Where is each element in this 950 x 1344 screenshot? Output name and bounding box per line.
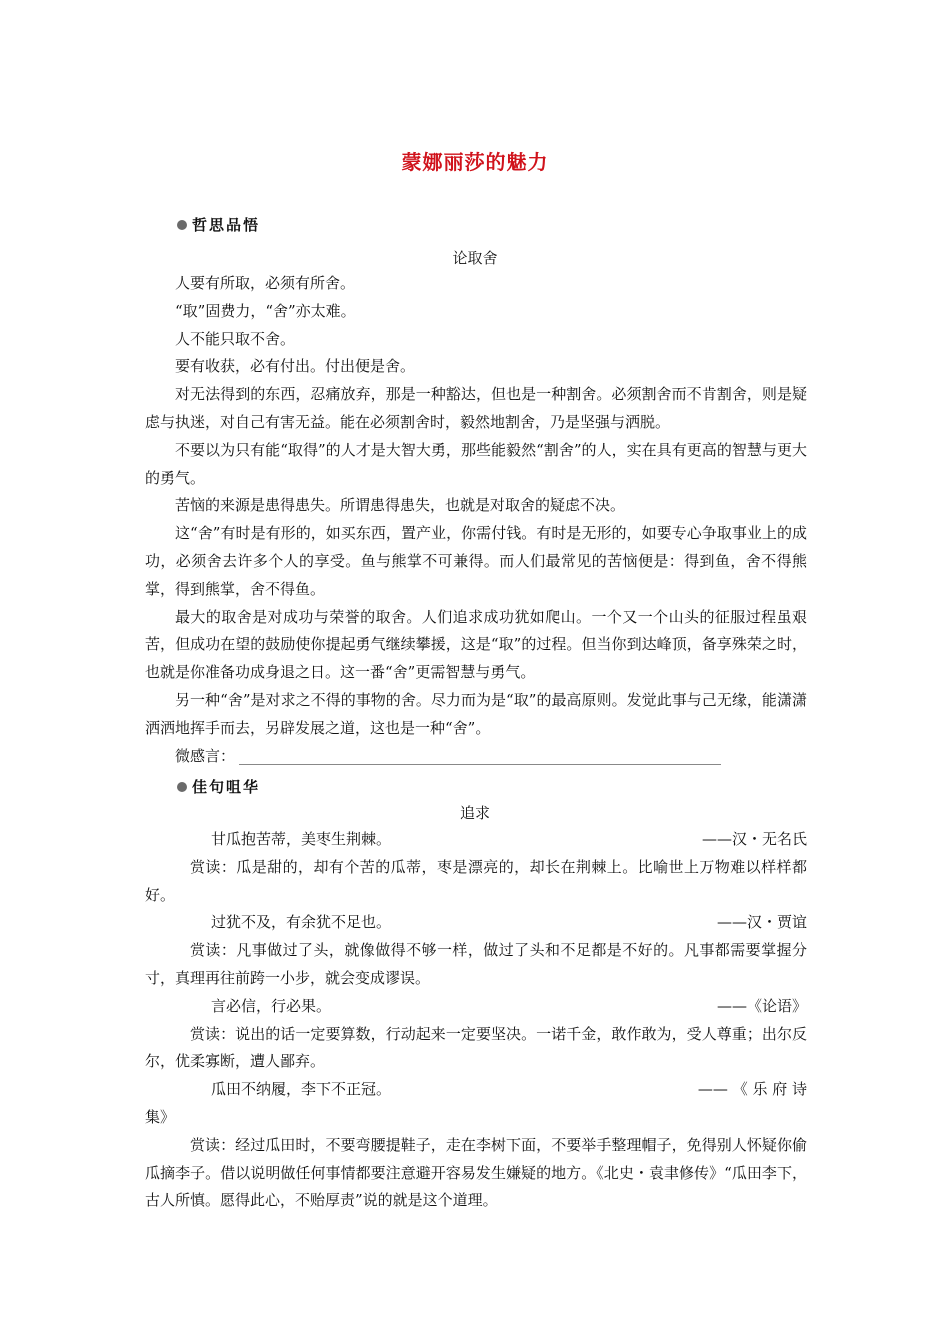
page-title: 蒙娜丽莎的魅力: [401, 150, 549, 174]
section-heading-text: 哲思品悟: [192, 216, 261, 234]
paragraph: 对无法得到的东西，忍痛放弃，那是一种豁达，但也是一种割舍。必须割舍而不肯割舍，则是疑虑与执迷，对自己有害无益。能在必须割舍时，毅然地割舍，乃是坚强与洒脱。: [145, 385, 807, 431]
paragraph: 不要以为只有能“取得”的人才是大智大勇，那些能毅然“割舍”的人，实在具有更高的智慧与更大的勇气。: [145, 440, 807, 487]
quote-text: 瓜田不纳履，李下不正冠。: [211, 1080, 392, 1099]
bullet-dot-icon: [177, 220, 187, 230]
quote-text: 言必信，行必果。: [211, 996, 332, 1015]
quotes-body: [145, 826, 807, 1215]
section-heading-philosophy: [177, 214, 260, 235]
quote-comment: 赏读：经过瓜田时，不要弯腰提鞋子，走在李树下面，不要举手整理帽子，免得别人怀疑你偷瓜摘李子。借以说明做任何事情都要注意避开容易发生嫌疑的地方。《北史・袁聿修传》“瓜田李下，古人所慎。愿得此心，不贻厚责”说的就是这个道理。: [145, 1135, 807, 1210]
quote-source: ——汉・贾谊: [716, 913, 807, 932]
section-heading-quotes: [177, 776, 260, 797]
paragraph: 要有收获，必有付出。付出便是舍。: [175, 357, 416, 376]
bullet-dot-icon: [177, 782, 187, 792]
quote-source: ——汉・无名氏: [701, 830, 807, 848]
paragraph: 人不能只取不舍。: [175, 329, 296, 348]
quote-line: [145, 826, 807, 854]
paragraph: 最大的取舍是对成功与荣誉的取舍。人们追求成功犹如爬山。一个又一个山头的征服过程虽艰苦，但成功在望的鼓励使你提起勇气继续攀援，这是“取”的过程。但当你到达峰顶，备享殊荣之时，也就是你准备功成身退之日。这一番“舍”更需智慧与勇气。: [145, 607, 807, 682]
section-heading-text: 佳句咀华: [192, 778, 261, 796]
quote-source: —— 《 乐 府 诗: [697, 1080, 807, 1099]
quote-comment: 赏读：凡事做过了头，就像做得不够一样，做过了头和不足都是不好的。凡事都需要掌握分寸，真理再往前跨一小步，就会变成谬误。: [145, 941, 807, 987]
reflection-label: 微感言：: [175, 746, 236, 765]
paragraph: 这“舍”有时是有形的，如买东西，置产业，你需付钱。有时是无形的，如要专心争取事业上的成功，必须舍去许多个人的享受。鱼与熊掌不可兼得。而人们最常见的苦恼便是：得到鱼，舍不得熊掌，得到熊掌，舍不得鱼。: [145, 524, 807, 598]
quote-text: 甘瓜抱苦蒂，美枣生荆棘。: [211, 830, 392, 848]
quote-line: [145, 993, 807, 1021]
reflection-row: [145, 743, 807, 771]
quote-line: [145, 909, 807, 937]
paragraph: 人要有所取，必须有所舍。: [175, 274, 356, 292]
quote-text: 过犹不及，有余犹不足也。: [211, 913, 392, 932]
reflection-blank-line[interactable]: [239, 748, 721, 765]
paragraph: “取”固费力，“舍”亦太难。: [175, 301, 356, 320]
quote-comment: 赏读：瓜是甜的，却有个苦的瓜蒂，枣是漂亮的，却长在荆棘上。比喻世上万物难以样样都好。: [145, 857, 807, 904]
quote-source-continued: 集》: [145, 1107, 176, 1126]
article-title: 论取舍: [452, 249, 498, 267]
quote-line: [145, 1076, 807, 1104]
paragraph: 另一种“舍”是对求之不得的事物的舍。尽力而为是“取”的最高原则。发觉此事与己无缘，能潇潇洒洒地挥手而去，另辟发展之道，这也是一种“舍”。: [145, 690, 807, 737]
paragraph: 苦恼的来源是患得患失。所谓患得患失，也就是对取舍的疑虑不决。: [175, 496, 626, 515]
quote-comment: 赏读：说出的话一定要算数，行动起来一定要坚决。一诺千金，敢作敢为，受人尊重；出尔反尔，优柔寡断，遭人鄙弃。: [145, 1024, 807, 1071]
quotes-title: 追求: [459, 804, 490, 822]
article-body: [145, 270, 807, 770]
quote-source: ——《论语》: [716, 996, 807, 1015]
